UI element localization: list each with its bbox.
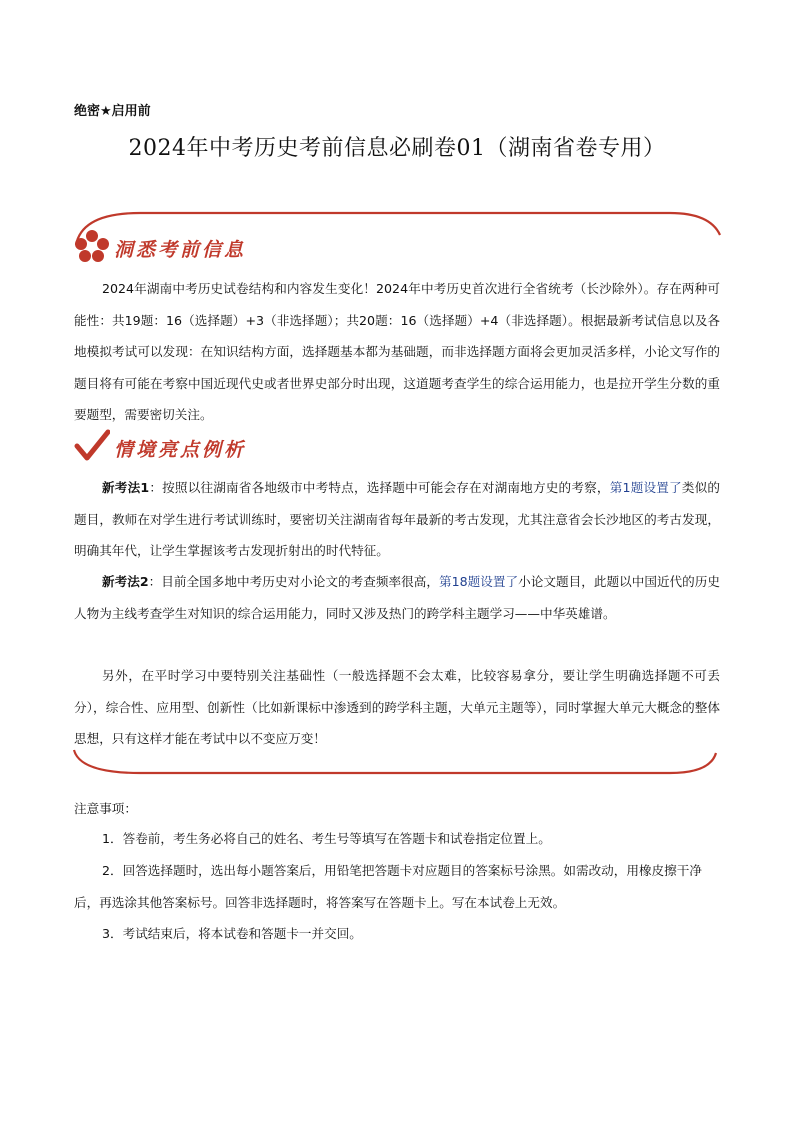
section1-paragraph — [74, 273, 720, 431]
method1-highlight: 第1题设置了 — [609, 480, 682, 495]
section1-text: 2024年湖南中考历史试卷结构和内容发生变化！2024年中考历史首次进行全省统考（长沙除外）。存在两种可能性：共19题：16（选择题）+3（非选择题）；共20题：16（选择题）+4（非选择题）。根据最新考试信息以及各地模拟考试可以发现：在知识结构方面，选择题基本都为基础题，而非选择题方面将会更加灵活多样，小论文写作的题目将有可能在考察中国近现代史或者世界史部分时出现，这道题考查学生的综合运用能力，也是拉开学生分数的重要题型，需要密切关注。 — [74, 281, 720, 422]
section1-title: 洞悉考前信息 — [114, 238, 247, 261]
method2-highlight: 第18题设置了 — [438, 574, 519, 589]
extra-text: 另外，在平时学习中要特别关注基础性（一般选择题不会太难，比较容易拿分，要让学生明确选择题不可丢分），综合性、应用型、创新性（比如新课标中渗透到的跨学科主题，大单元主题等），同时掌握大单元大概念的整体思想，只有这样才能在考试中以不变应万变！ — [74, 668, 720, 746]
red-check-icon — [74, 428, 110, 468]
section2-heading — [74, 428, 246, 468]
method1-label: 新考法1 — [102, 480, 150, 495]
method1-text-b: 类似的题目，教师在对学生进行考试训练时，要密切关注湖南省每年最新的考古发现，尤其注意省会长沙地区的考古发现，明确其年代，让学生掌握该考古发现折射出的时代特征。 — [74, 480, 721, 558]
method2-paragraph — [74, 566, 720, 629]
method2-text-a: ：目前全国多地中考历史对小论文的考查频率很高， — [148, 574, 439, 589]
note-item-1: 1．答卷前，考生务必将自己的姓名、考生号等填写在答题卡和试卷指定位置上。 — [102, 831, 551, 846]
note-item-2: 2．回答选择题时，选出每小题答案后，用铅笔把答题卡对应题目的答案标号涂黑。如需改动，用橡皮擦干净后，再选涂其他答案标号。回答非选择题时，将答案写在答题卡上。写在本试卷上无效。 — [74, 863, 702, 910]
method2-label: 新考法2 — [102, 574, 149, 589]
extra-paragraph — [74, 660, 720, 755]
section2-title: 情境亮点例析 — [114, 438, 247, 461]
red-flower-icon — [74, 229, 110, 267]
page-title: 2024年中考历史考前信息必刷卷01（湖南省卷专用） — [128, 136, 666, 161]
method2-text-b: 小论文题目，此题以中国近代的历史人物为主线考查学生对知识的综合运用能力，同时又涉及热门的跨学科主题学习——中华英雄谱。 — [74, 574, 721, 621]
secret-label: 绝密★启用前 — [74, 104, 151, 119]
section1-heading — [74, 229, 246, 267]
method1-text-a: ：按照以往湖南省各地级市中考特点，选择题中可能会存在对湖南地方史的考察， — [149, 480, 610, 495]
note-item-3: 3．考试结束后，将本试卷和答题卡一并交回。 — [102, 926, 362, 941]
method1-paragraph — [74, 472, 720, 567]
notes-title: 注意事项： — [74, 801, 137, 816]
